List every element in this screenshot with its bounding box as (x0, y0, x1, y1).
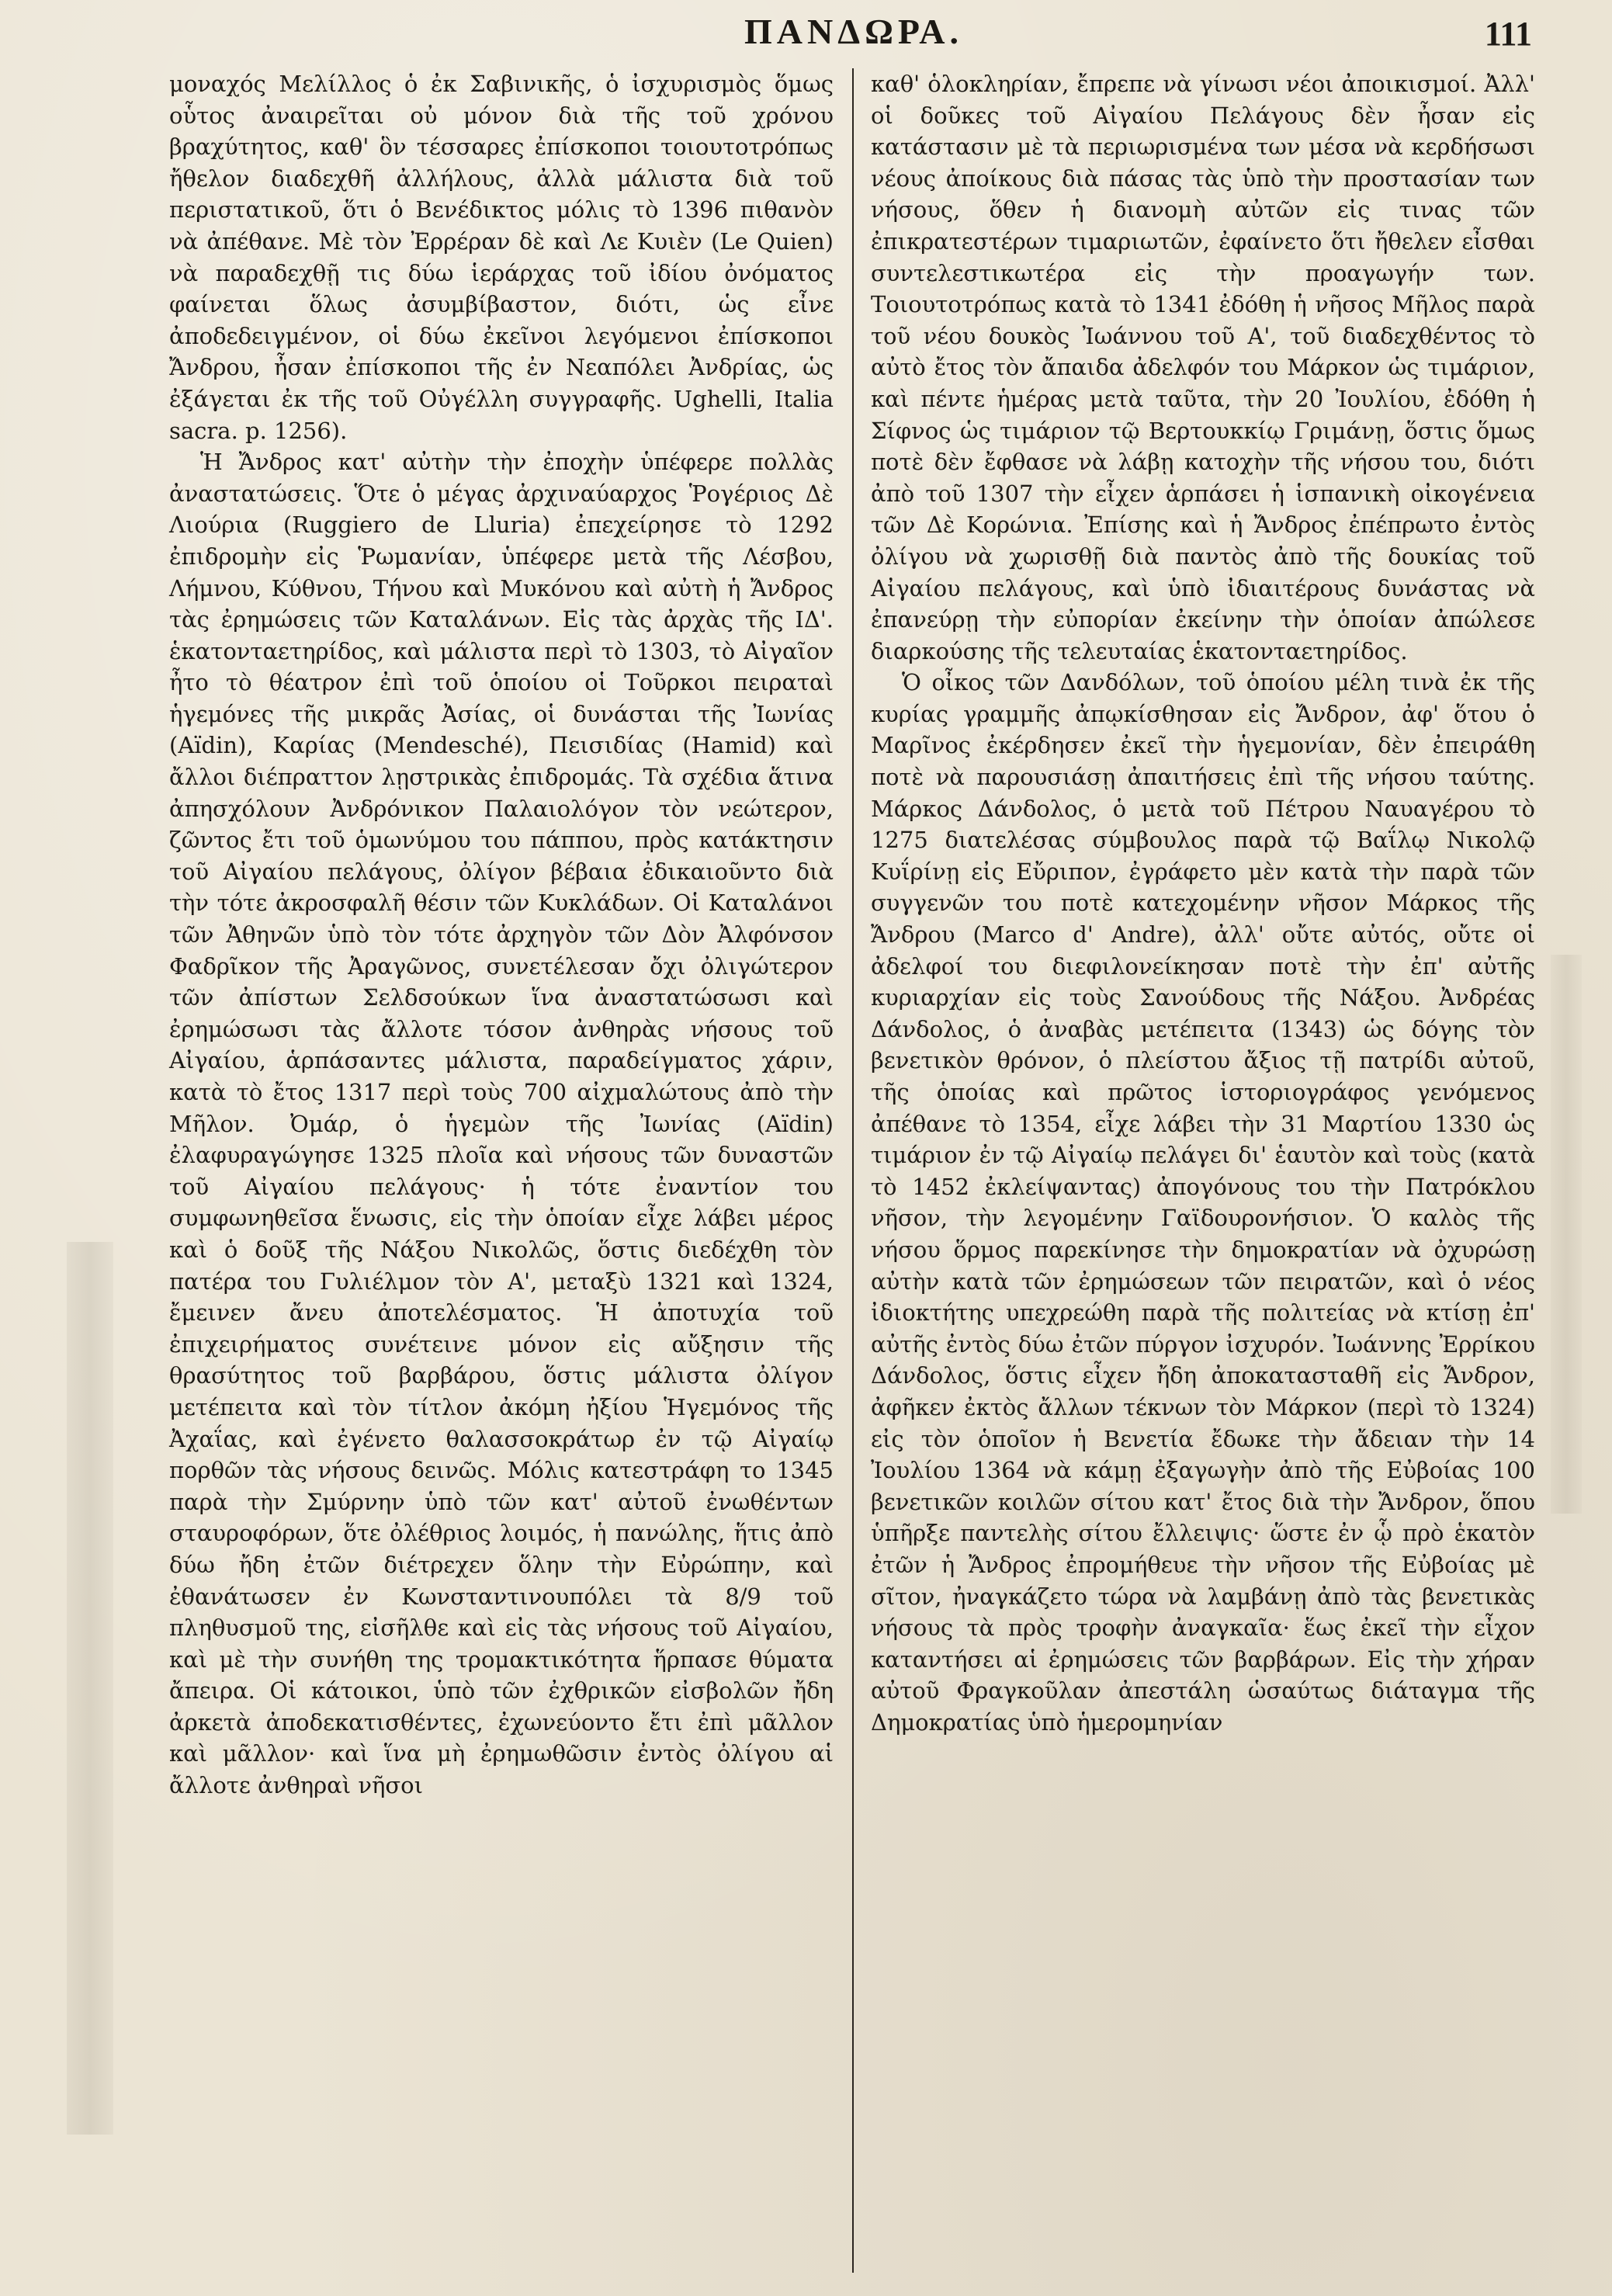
paragraph: Ἡ Ἄνδρος κατ' αὐτὴν τὴν ἐποχὴν ὑπέφερε πολλὰς ἀναστατώσεις. Ὅτε ὁ μέγας ἀρχιναύαρχος Ῥογέριος Δὲ Λιούρια (Ruggiero de Lluria) ἐπεχείρησε τὸ 1292 ἐπιδρομὴν εἰς Ῥωμανίαν, ὑπέφερε μετὰ τῆς Λέσβου, Λήμνου, Κύθνου, Τήνου καὶ Μυκόνου καὶ αὐτὴ ἡ Ἄνδρος τὰς ἐρημώσεις τῶν Καταλάνων. Εἰς τὰς ἀρχὰς τῆς ΙΔ'. ἑκατονταετηρίδος, καὶ μάλιστα περὶ τὸ 1303, τὸ Αἰγαῖον ἦτο τὸ θέατρον ἐπὶ τοῦ ὁποίου οἱ Τοῦρκοι πειραταὶ ἡγεμόνες τῆς μικρᾶς Ἀσίας, οἱ δυνάσται τῆς Ἰωνίας (Aïdin), Καρίας (Mendesché), Πεισιδίας (Hamid) καὶ ἄλλοι διέπραττον λῃστρικὰς ἐπιδρομάς. Τὰ σχέδια ἅτινα ἀπησχόλουν Ἀνδρόνικον Παλαιολόγον τὸν νεώτερον, ζῶντος ἔτι τοῦ ὁμωνύμου του πάππου, πρὸς κατάκτησιν τοῦ Αἰγαίου πελάγους, ὀλίγον βέβαια ἐδικαιοῦντο διὰ τὴν τότε ἀκροσφαλῆ θέσιν τῶν Κυκλάδων. Οἱ Καταλάνοι τῶν Ἀθηνῶν ὑπὸ τὸν τότε ἀρχηγὸν τῶν Δὸν Ἀλφόνσον Φαδρῖκον τῆς Ἀραγῶνος, συνετέλεσαν ὄχι ὀλιγώτερον τῶν ἀπίστων Σελδσούκων ἵνα ἀναστατώσωσι καὶ ἐρημώσωσι τὰς ἄλλοτε τόσον ἀνθηρὰς νήσους τοῦ Αἰγαίου, ἁρπάσαντες μάλιστα, παραδείγματος χάριν, κατὰ τὸ ἔτος 1317 περὶ τοὺς 700 αἰχμαλώτους ἀπὸ τὴν Μῆλον. Ὀμάρ, ὁ ἡγεμὼν τῆς Ἰωνίας (Aïdin) ἐλαφυραγώγησε 1325 πλοῖα καὶ νήσους τῶν δυναστῶν τοῦ Αἰγαίου πελάγους· ἡ τότε ἐναντίον του συμφωνηθεῖσα ἕνωσις, εἰς τὴν ὁποίαν εἶχε λάβει μέρος καὶ ὁ δοῦξ τῆς Νάξου Νικολῶς, ὅστις διεδέχθη τὸν πατέρα του Γυλιέλμον τὸν Α', μεταξὺ 1321 καὶ 1324, ἔμεινεν ἄνευ ἀποτελέσματος. Ἡ ἀποτυχία τοῦ ἐπιχειρήματος συνέτεινε μόνον εἰς αὔξησιν τῆς θρασύτητος τοῦ βαρβάρου, ὅστις μάλιστα ὀλίγον μετέπειτα καὶ τὸν τίτλον ἀκόμη ἠξίου Ἡγεμόνος τῆς Ἀχαΐας, καὶ ἐγένετο θαλασσοκράτωρ ἐν τῷ Αἰγαίῳ πορθῶν τὰς νήσους δεινῶς. Μόλις κατεστράφη το 1345 παρὰ τὴν Σμύρνην ὑπὸ τῶν κατ' αὐτοῦ ἐνωθέντων σταυροφόρων, ὅτε ὀλέθριος λοιμός, ἡ πανώλης, ἥτις ἀπὸ δύω ἤδη ἐτῶν διέτρεχεν ὅλην τὴν Εὐρώπην, καὶ ἐθανάτωσεν ἐν Κωνσταντινουπόλει τὰ 8/9 τοῦ πληθυσμοῦ της, εἰσῆλθε καὶ εἰς τὰς νήσους τοῦ Αἰγαίου, καὶ μὲ τὴν συνήθη της τρομακτικότητα ἥρπασε θύματα ἄπειρα. Οἱ κάτοικοι, ὑπὸ τῶν ἐχθρικῶν εἰσβολῶν ἤδη ἀρκετὰ ἀποδεκατισθέντες, ἐχωνεύοντο ἔτι ἐπὶ μᾶλλον καὶ μᾶλλον· καὶ ἵνα μὴ ἐρημωθῶσιν ἐντὸς ὀλίγου αἱ ἄλλοτε ἀνθηραὶ νῆσοι (169, 449, 834, 1799)
two-column-body (169, 68, 1535, 2288)
page-number: 111 (1484, 15, 1532, 53)
right-column (871, 68, 1535, 1738)
paragraph: Ὁ οἶκος τῶν Δανδόλων, τοῦ ὁποίου μέλη τινὰ ἐκ τῆς κυρίας γραμμῆς ἀπῳκίσθησαν εἰς Ἄνδρον, ἀφ' ὅτου ὁ Μαρῖνος ἐκέρδησεν ἐκεῖ τὴν ἡγεμονίαν, δὲν ἐπειράθη ποτὲ νὰ παρουσιάσῃ ἀπαιτήσεις ἐπὶ τῆς νήσου ταύτης. Μάρκος Δάνδολος, ὁ μετὰ τοῦ Πέτρου Ναυαγέρου τὸ 1275 διατελέσας σύμβουλος παρὰ τῷ Βαΐλῳ Νικολῷ Κυΐρίνῃ εἰς Εὔριπον, ἐγράφετο μὲν κατὰ τὴν παρὰ τῶν συγγενῶν του ποτὲ κατεχομένην νῆσον Μάρκος τῆς Ἄνδρου (Marco d' Andre), ἀλλ' οὔτε αὐτός, οὔτε οἱ ἀδελφοί του διεφιλονείκησαν ποτὲ τὴν ἐπ' αὐτῆς κυριαρχίαν εἰς τοὺς Σανούδους τῆς Νάξου. Ἀνδρέας Δάνδολος, ὁ ἀναβὰς μετέπειτα (1343) ὡς δόγης τὸν βενετικὸν θρόνον, ὁ πλείστου ἄξιος τῇ πατρίδι αὐτοῦ, τῆς ὁποίας καὶ πρῶτος ἱστοριογράφος γενόμενος ἀπέθανε τὸ 1354, εἶχε λάβει τὴν 31 Μαρτίου 1330 ὡς τιμάριον ἐν τῷ Αἰγαίῳ πελάγει δι' ἑαυτὸν καὶ τοὺς (κατὰ τὸ 1452 ἐκλείψαντας) ἀπογόνους του τὴν Πατρόκλου νῆσον, τὴν λεγομένην Γαϊδουρονήσιον. Ὁ καλὸς τῆς νήσου ὅρμος παρεκίνησε τὴν δημοκρατίαν νὰ ὀχυρώσῃ αὐτὴν κατὰ τῶν ἐρημώσεων τῶν πειρατῶν, καὶ ὁ νέος ἰδιοκτήτης υπεχρεώθη παρὰ τῆς πολιτείας νὰ κτίσῃ ἐπ' αὐτῆς ἐντὸς δύω ἐτῶν πύργον ἰσχυρόν. Ἰωάννης Ἐρρίκου Δάνδολος, ὅστις εἶχεν ἤδη ἀποκατασταθῆ εἰς Ἄνδρον, ἀφῆκεν ἐκτὸς ἄλλων τέκνων τὸν Μάρκον (περὶ τὸ 1324) εἰς τὸν ὁποῖον ἡ Βενετία ἔδωκε τὴν ἄδειαν τὴν 14 Ἰουλίου 1364 νὰ κάμῃ ἐξαγωγὴν ἀπὸ τῆς Εὐβοίας 100 βενετικῶν κοιλῶν σίτου κατ' ἔτος διὰ τὴν Ἄνδρον, ὅπου ὑπῆρξε παντελὴς σίτου ἔλλειψις· ὥστε ἐν ᾧ πρὸ ἑκατὸν ἐτῶν ἡ Ἄνδρος ἐπρομήθευε τὴν νῆσον τῆς Εὐβοίας μὲ σῖτον, ἠναγκάζετο τώρα νὰ λαμβάνῃ ἀπὸ τὰς βενετικὰς νήσους τὰ πρὸς τροφὴν ἀναγκαῖα· ἕως ἐκεῖ τὴν εἶχον καταντήσει αἱ ἐρημώσεις τῶν βαρβάρων. Εἰς τὴν χήραν αὐτοῦ Φραγκοῦλαν ἀπεστάλη ὡσαύτως διάταγμα τῆς Δημοκρατίας ὑπὸ ἡμερομηνίαν (871, 669, 1535, 1736)
paragraph: καθ' ὁλοκληρίαν, ἔπρεπε νὰ γίνωσι νέοι ἀποικισμοί. Ἀλλ' οἱ δοῦκες τοῦ Αἰγαίου Πελάγους δὲν ἦσαν εἰς κατάστασιν μὲ τὰ περιωρισμένα των μέσα νὰ κερδήσωσι νέους ἀποίκους διὰ πάσας τὰς ὑπὸ τὴν προστασίαν των νήσους, ὅθεν ἡ διανομὴ αὐτῶν εἰς τινας τῶν ἐπικρατεστέρων τιμαριωτῶν, ἐφαίνετο ὅτι ἤθελεν εἶσθαι συντελεστικωτέρα εἰς τὴν προαγωγήν των. Τοιουτοτρόπως κατὰ τὸ 1341 ἐδόθη ἡ νῆσος Μῆλος παρὰ τοῦ νέου δουκὸς Ἰωάννου τοῦ Α', τοῦ διαδεχθέντος τὸ αὐτὸ ἔτος τὸν ἄπαιδα ἀδελφόν του Μάρκον ὡς τιμάριον, καὶ πέντε ἡμέρας μετὰ ταῦτα, τὴν 20 Ἰουλίου, ἐδόθη ἡ Σίφνος ὡς τιμάριον τῷ Βερτουκκίῳ Γριμάνῃ, ὅστις ὅμως ποτὲ δὲν ἔφθασε νὰ λάβῃ κατοχὴν τῆς νήσου του, διότι ἀπὸ τοῦ 1307 τὴν εἶχεν ἁρπάσει ἡ ἱσπανικὴ οἰκογένεια τῶν Δὲ Κορώνια. Ἐπίσης καὶ ἡ Ἄνδρος ἐπέπρωτο ἐντὸς ὀλίγου νὰ χωρισθῇ διὰ παντὸς ἀπὸ τῆς δουκίας τοῦ Αἰγαίου πελάγους, καὶ ὑπὸ ἰδιαιτέρους δυνάστας νὰ ἐπανεύρῃ τὴν εὐπορίαν ἐκείνην τὴν ὁποίαν ἀπώλεσε διαρκούσης τῆς τελευταίας ἑκατονταετηρίδος. (871, 71, 1535, 664)
paragraph: μοναχός Μελίλλος ὁ ἐκ Σαβινικῆς, ὁ ἰσχυρισμὸς ὅμως οὗτος ἀναιρεῖται οὐ μόνον διὰ τῆς τοῦ χρόνου βραχύτητος, καθ' ὃν τέσσαρες ἐπίσκοποι τοιουτοτρόπως ἤθελον διαδεχθῆ ἀλλήλους, ἀλλὰ μάλιστα διὰ τοῦ περιστατικοῦ, ὅτι ὁ Βενέδικτος μόλις τὸ 1396 πιθανὸν νὰ ἀπέθανε. Μὲ τὸν Ἐρρέραν δὲ καὶ Λε Κυιὲν (Le Quien) νὰ παραδεχθῇ τις δύω ἱεράρχας τοῦ ἰδίου ὀνόματος φαίνεται ὅλως ἀσυμβίβαστον, διότι, ὡς εἶνε ἀποδεδειγμένον, οἱ δύω ἐκεῖνοι λεγόμενοι ἐπίσκοποι Ἄνδρου, ἦσαν ἐπίσκοποι τῆς ἐν Νεαπόλει Ἀνδρίας, ὡς ἐξάγεται ἐκ τῆς τοῦ Οὐγέλλη συγγραφῆς. Ughelli, Italia sacra. p. 1256). (169, 71, 834, 444)
faded-edge-mark (1551, 955, 1582, 1514)
column-divider (852, 68, 854, 2273)
left-column (169, 68, 834, 1802)
running-title: ΠΑΝΔΩΡΑ. (744, 12, 963, 51)
faded-margin-stamp (67, 1242, 113, 2135)
page-header (163, 11, 1544, 65)
